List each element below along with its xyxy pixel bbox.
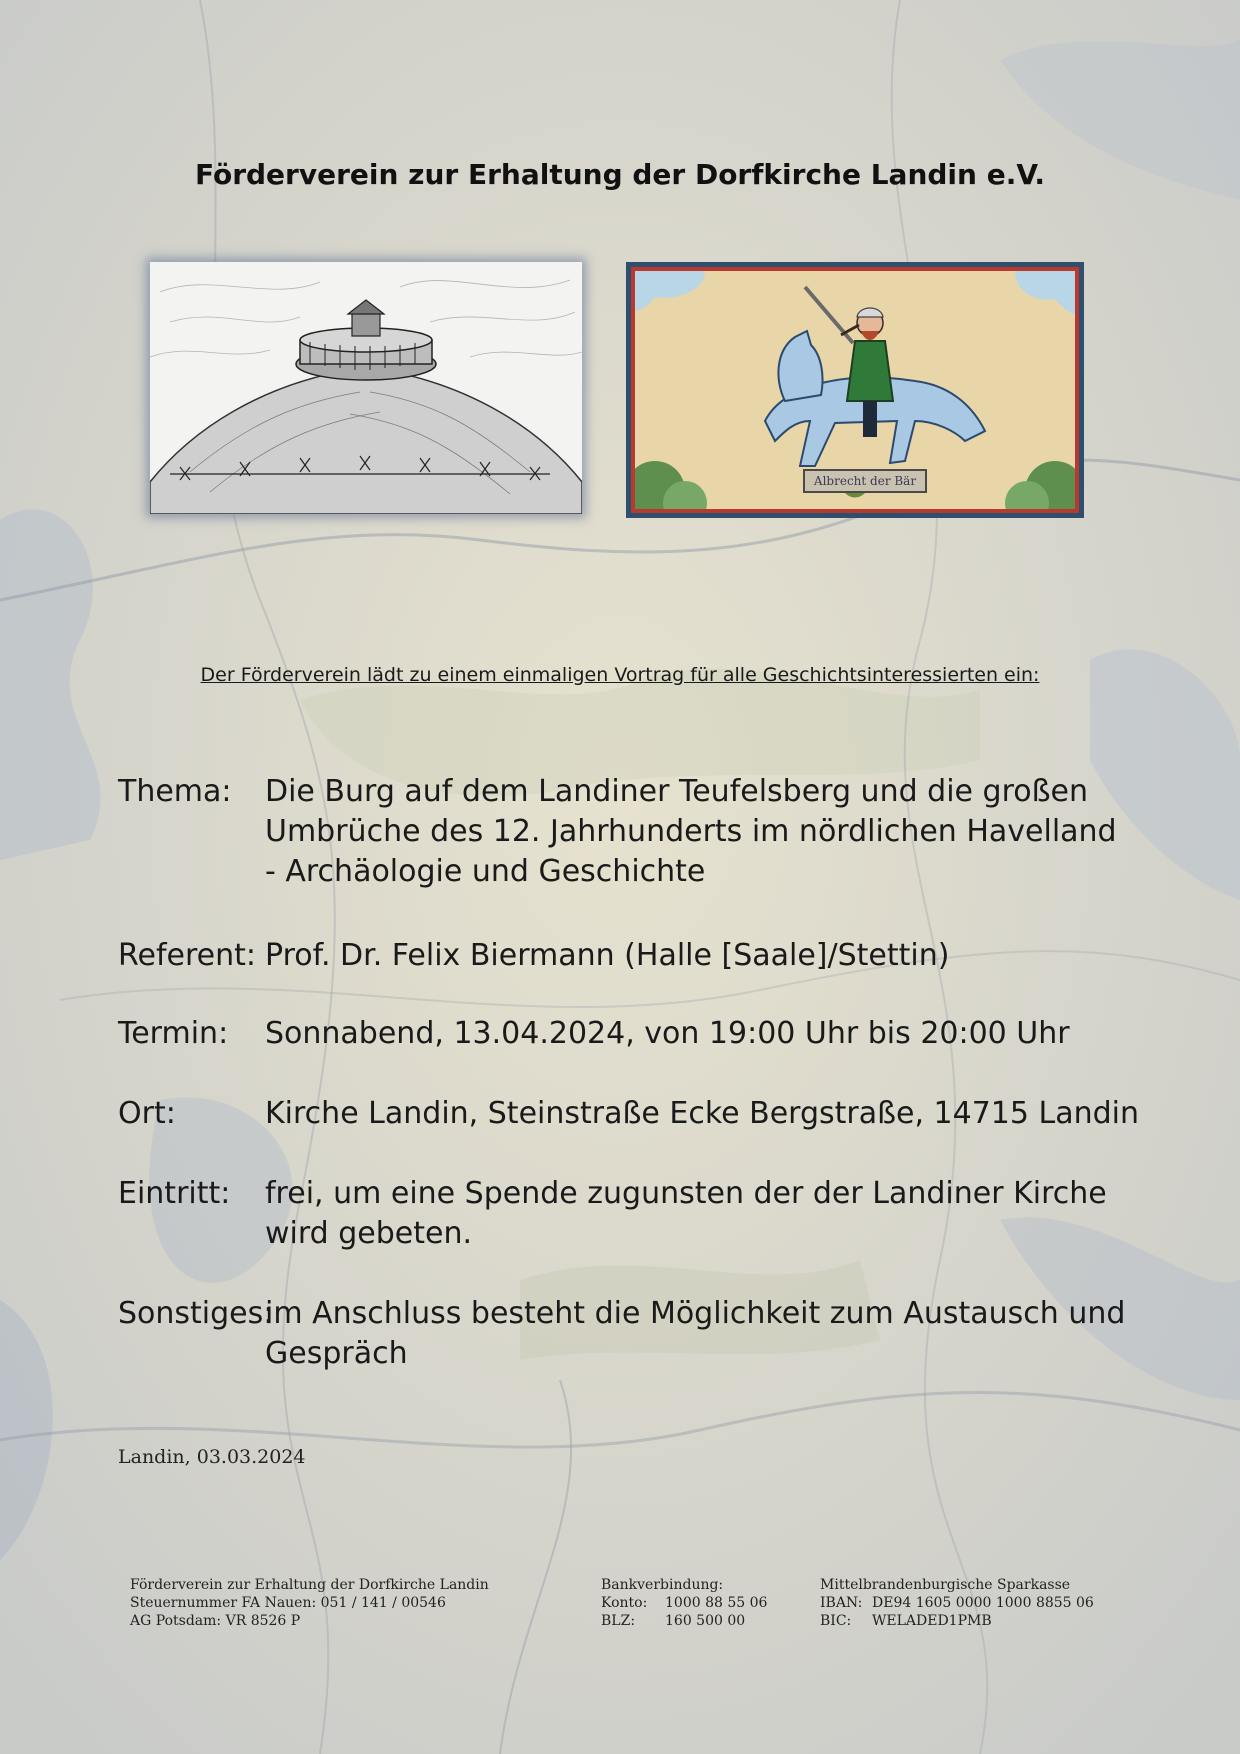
page-title: Förderverein zur Erhaltung der Dorfkirche Landin e.V. (194, 158, 1046, 191)
invitation-text: Der Förderverein lädt zu einem einmaligen Vortrag für alle Geschichtsinteressierten ein: (200, 664, 1040, 686)
detail-value-line: - Archäologie und Geschichte (265, 854, 706, 889)
detail-value-line: im Anschluss besteht die Möglichkeit zum Austausch und (265, 1296, 1126, 1331)
detail-value-line: frei, um eine Spende zugunsten der der Landiner Kirche (265, 1176, 1107, 1211)
detail-value-line: Sonnabend, 13.04.2024, von 19:00 Uhr bis 20:00 Uhr (265, 1016, 1070, 1051)
detail-value-line: Umbrüche des 12. Jahrhunderts im nördlichen Havelland (265, 814, 1117, 849)
detail-value-line: Prof. Dr. Felix Biermann (Halle [Saale]/Stettin) (265, 938, 950, 973)
detail-label-referent: Referent: (118, 938, 256, 973)
date-line: Landin, 03.03.2024 (118, 1446, 306, 1468)
detail-label-sonstiges: Sonstiges: (118, 1296, 274, 1331)
detail-value-termin (265, 1014, 1145, 1054)
castle-on-hill-sketch-icon (150, 262, 582, 514)
albrecht-banner-label: Albrecht der Bär (803, 469, 927, 493)
detail-value-line: Die Burg auf dem Landiner Teufelsberg und die großen (265, 774, 1088, 809)
castle-sketch-image (150, 262, 582, 514)
footer-bank-blz: BLZ: 160 500 00 (601, 1613, 746, 1629)
footer-sparkasse (820, 1576, 1094, 1630)
footer-iban: IBAN: DE94 1605 0000 1000 8855 06 (820, 1595, 1094, 1611)
footer-tax-number: Steuernummer FA Nauen: 051 / 141 / 00546 (130, 1595, 446, 1611)
footer-bank-title: Bankverbindung: (601, 1577, 724, 1593)
detail-value-line: wird gebeten. (265, 1216, 473, 1251)
detail-value-ort (265, 1094, 1145, 1134)
footer-sparkasse-name: Mittelbrandenburgische Sparkasse (820, 1577, 1071, 1593)
detail-label-termin: Termin: (118, 1016, 229, 1051)
footer-org-name: Förderverein zur Erhaltung der Dorfkirche Landin (130, 1577, 489, 1593)
footer-court-register: AG Potsdam: VR 8526 P (130, 1613, 301, 1629)
detail-label-thema: Thema: (118, 774, 232, 809)
footer-bic: BIC: WELADED1PMB (820, 1613, 992, 1629)
detail-label-ort: Ort: (118, 1096, 176, 1131)
detail-value-line: Gespräch (265, 1336, 408, 1371)
footer-bank (601, 1576, 767, 1630)
detail-value-sonstiges (265, 1294, 1145, 1374)
detail-value-thema (265, 772, 1145, 892)
footer-bank-konto: Konto: 1000 88 55 06 (601, 1595, 768, 1611)
albrecht-der-baer-image (626, 262, 1084, 518)
detail-value-line: Kirche Landin, Steinstraße Ecke Bergstraße, 14715 Landin (265, 1096, 1140, 1131)
footer-org (130, 1576, 489, 1630)
detail-value-referent (265, 936, 1145, 976)
detail-label-eintritt: Eintritt: (118, 1176, 231, 1211)
detail-value-eintritt (265, 1174, 1145, 1254)
